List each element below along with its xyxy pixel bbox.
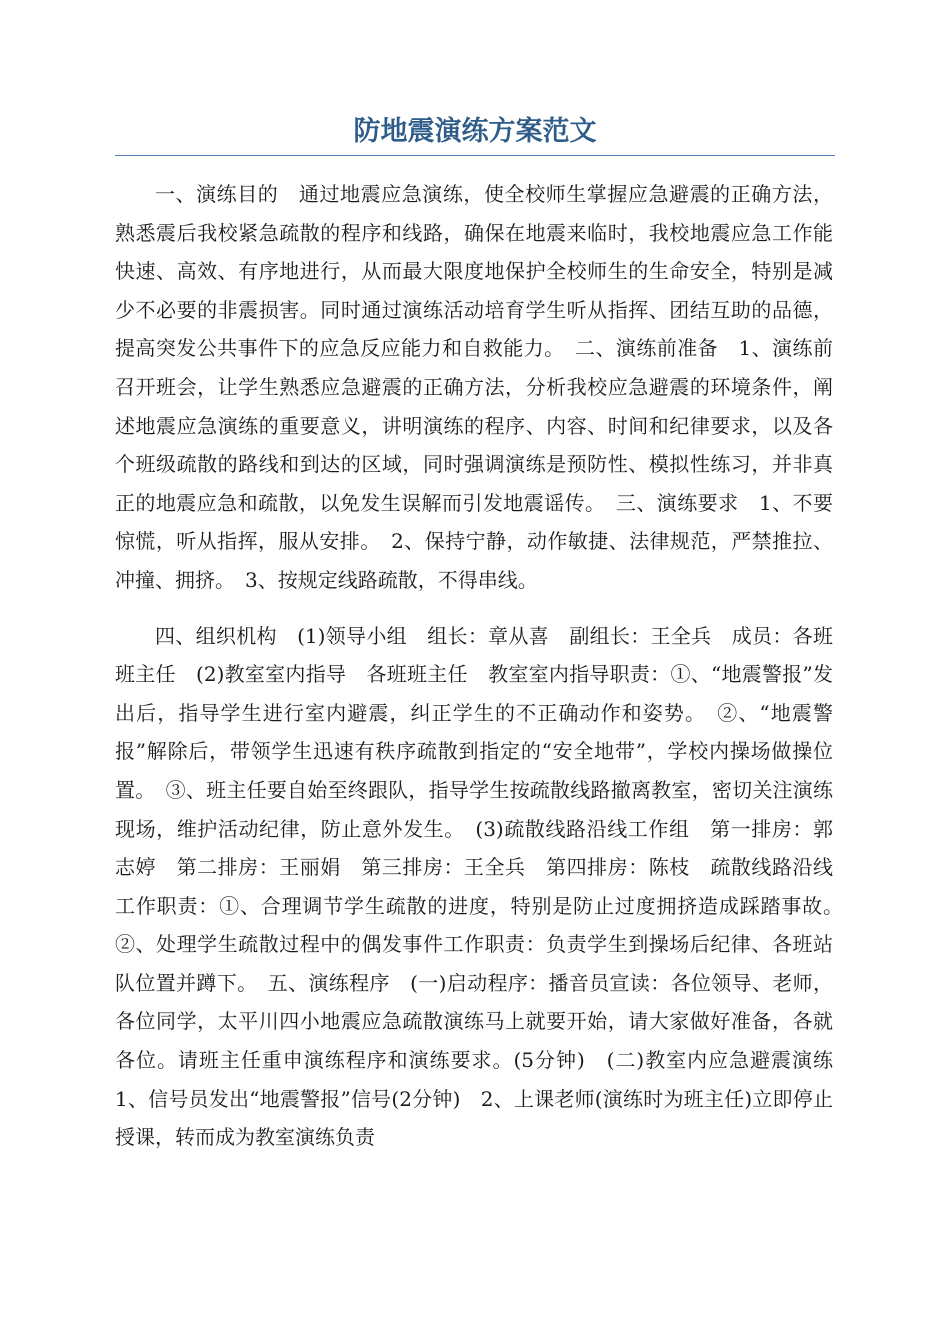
document-body [115,175,853,1157]
paragraph-1: 一、演练目的 通过地震应急演练，使全校师生掌握应急避震的正确方法，熟悉震后我校紧急疏散的程序和线路，确保在地震来临时，我校地震应急工作能快速、高效、有序地进行，从而最大限度地保护全校师生的生命安全，特别是减少不必要的非震损害。同时通过演练活动培育学生听从指挥、团结互助的品德，提高突发公共事件下的应急反应能力和自救能力。 二、演练前准备 1、演练前召开班会，让学生熟悉应急避震的正确方法，分析我校应急避震的环境条件，阐述地震应急演练的重要意义，讲明演练的程序、内容、时间和纪律要求，以及各个班级疏散的路线和到达的区域，同时强调演练是预防性、模拟性练习，并非真正的地震应急和疏散，以免发生误解而引发地震谣传。 三、演练要求 1、不要惊慌，听从指挥，服从安排。 2、保持宁静，动作敏捷、法律规范，严禁推拉、冲撞、拥挤。 3、按规定线路疏散，不得串线。 [115,182,833,592]
title-underline [115,155,835,156]
page-title: 防地震演练方案范文 [353,116,597,147]
paragraph-2: 四、组织机构 (1)领导小组 组长：章从喜 副组长：王全兵 成员：各班班主任 (2)教室室内指导 各班班主任 教室室内指导职责：①、“地震警报”发出后，指导学生进行室内避震，纠正学生的不正确动作和姿势。 ②、“地震警报”解除后，带领学生迅速有秩序疏散到指定的“安全地带”，学校内操场做操位置。 ③、班主任要自始至终跟队，指导学生按疏散线路撤离教室，密切关注演练现场，维护活动纪律，防止意外发生。 (3)疏散线路沿线工作组 第一排房：郭志婷 第二排房：王丽娟 第三排房：王全兵 第四排房：陈枝 疏散线路沿线工作职责：①、合理调节学生疏散的进度，特别是防止过度拥挤造成踩踏事故。 ②、处理学生疏散过程中的偶发事件工作职责：负责学生到操场后纪律、各班站队位置并蹲下。 五、演练程序 (一)启动程序：播音员宣读：各位领导、老师，各位同学，太平川四小地震应急疏散演练马上就要开始，请大家做好准备，各就各位。请班主任重申演练程序和演练要求。(5分钟) (二)教室内应急避震演练 1、信号员发出“地震警报”信号(2分钟) 2、上课老师(演练时为班主任)立即停止授课，转而成为教室演练负责 [115,623,853,1150]
